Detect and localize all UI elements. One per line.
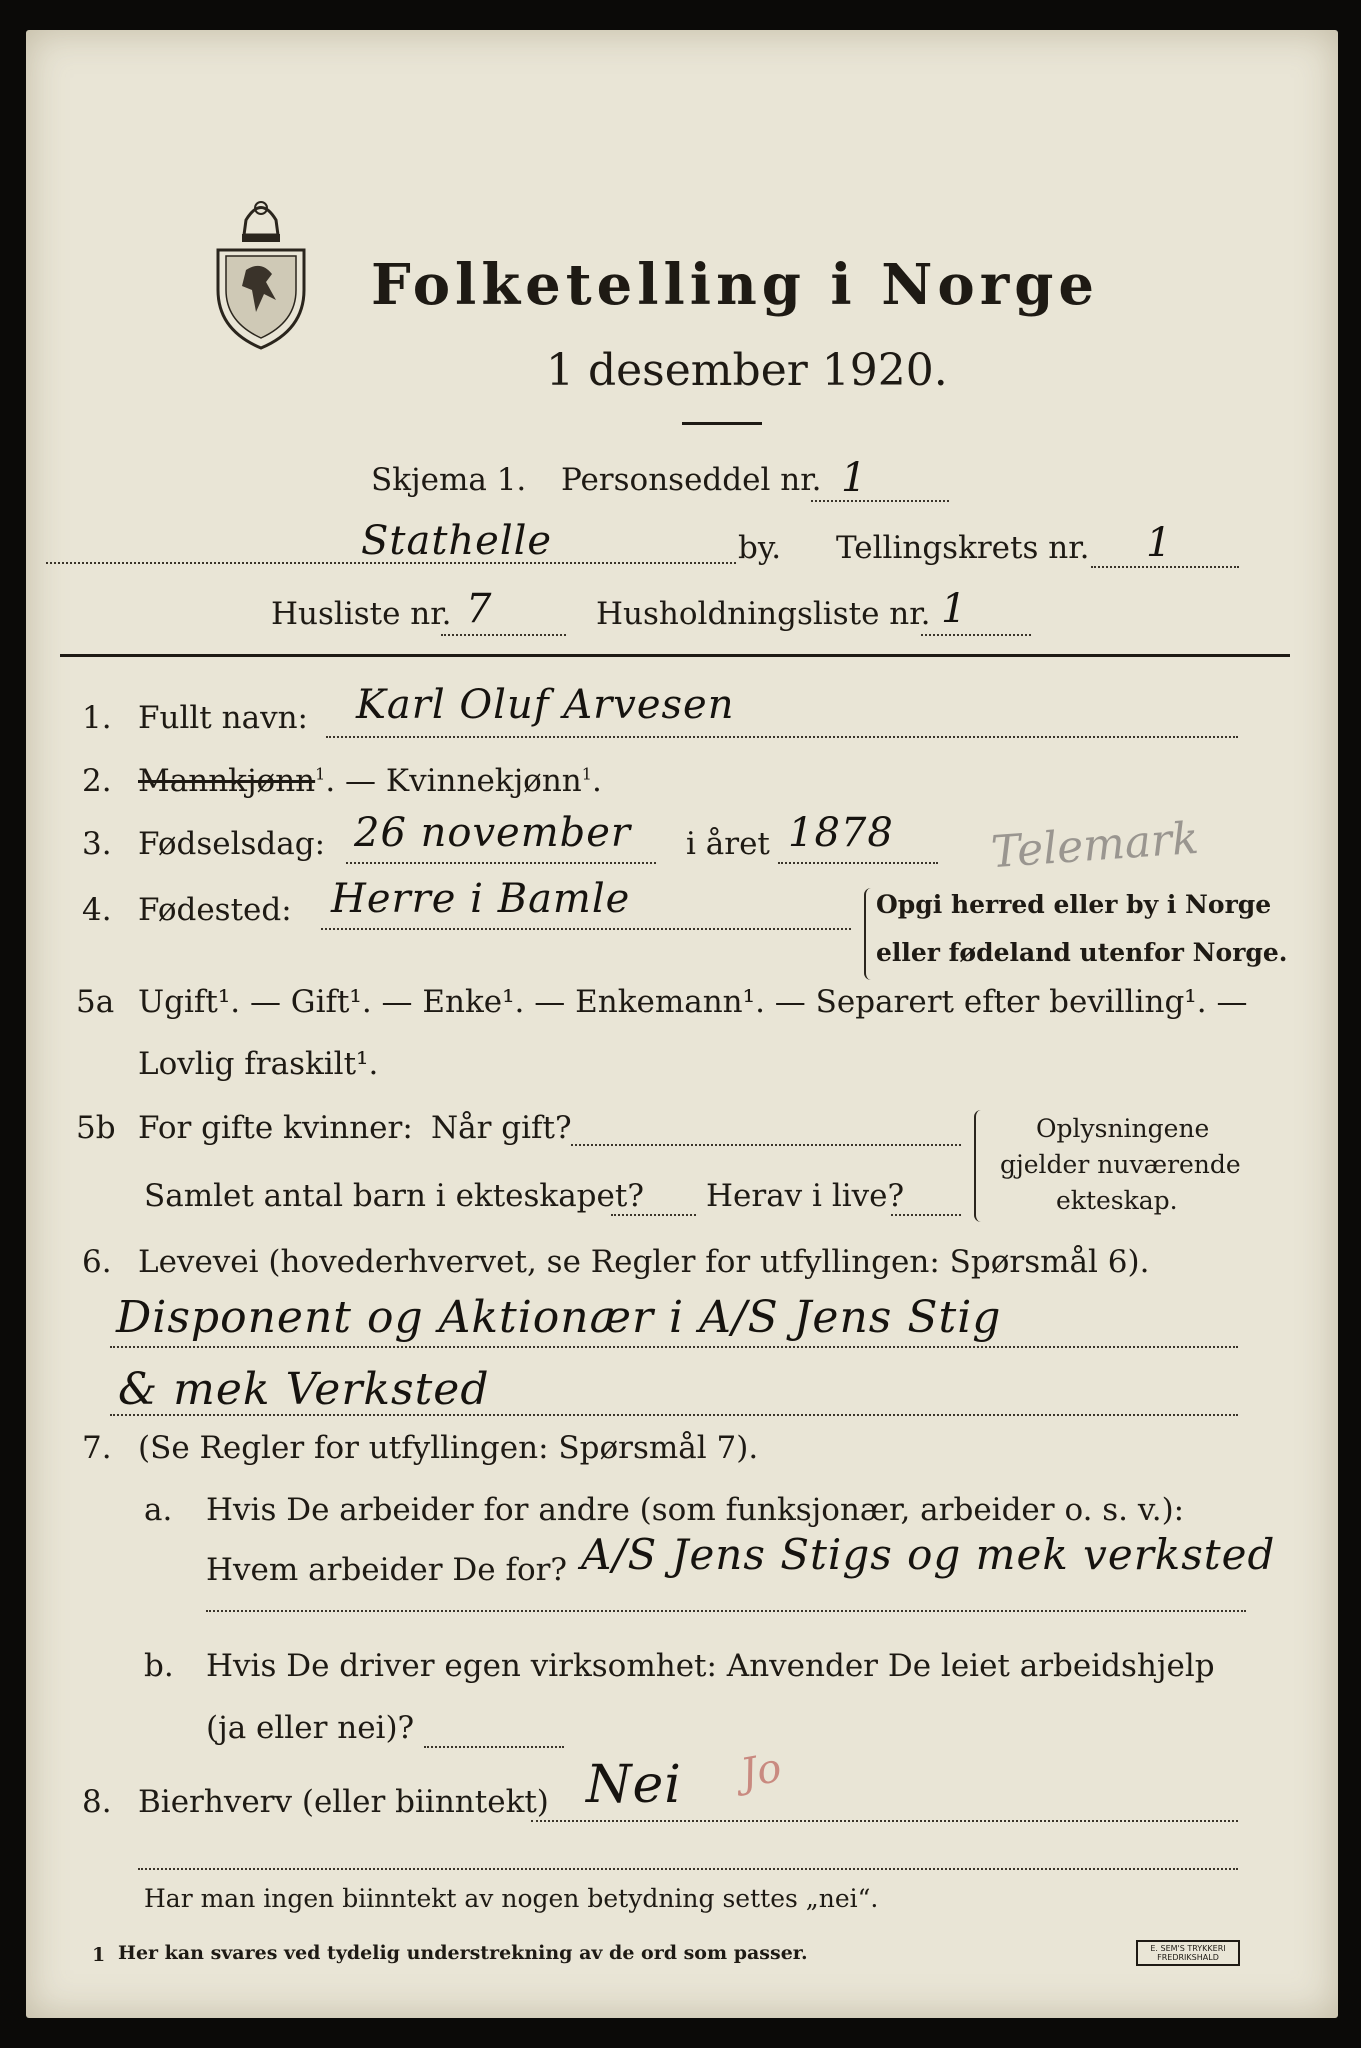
q7a-question-line1: Hvis De arbeider for andre (som funksjonær, arbeider o. s. v.): bbox=[206, 1492, 1185, 1528]
q2-dash: . — bbox=[325, 763, 377, 799]
form-title: Folketelling i Norge bbox=[371, 252, 1100, 318]
q6-occupation-value-line1: Disponent og Aktionær i A/S Jens Stig bbox=[116, 1292, 1002, 1343]
footer-note: Har man ingen biinntekt av nogen betydning settes „nei“. bbox=[144, 1884, 879, 1913]
q7a-line bbox=[206, 1610, 1246, 1612]
q5b-note-line3: ekteskap. bbox=[1056, 1186, 1178, 1215]
q4-note-line2: eller fødeland utenfor Norge. bbox=[876, 938, 1288, 967]
personseddel-line bbox=[811, 500, 949, 502]
q3-number: 3. bbox=[82, 826, 112, 862]
q4-number: 4. bbox=[82, 892, 112, 928]
q5b-note-line2 bbox=[1000, 1150, 1241, 1179]
skjema-label: Skjema 1. bbox=[371, 462, 527, 498]
q5b-note-line2-text: gjelder nuværende bbox=[1000, 1150, 1241, 1179]
q7b-letter: b. bbox=[144, 1648, 174, 1684]
tellingskrets-label: Tellingskrets nr. bbox=[836, 530, 1090, 566]
q2-gender-options bbox=[138, 763, 602, 799]
husliste-label: Husliste nr. bbox=[271, 596, 452, 632]
norway-coat-of-arms-icon bbox=[206, 190, 316, 350]
q3-label: Fødselsdag: bbox=[138, 826, 326, 862]
q3-day-line bbox=[346, 862, 656, 864]
q3-year-label: i året bbox=[686, 826, 770, 862]
footnote-text: Her kan svares ved tydelig understrekning av de ord som passer. bbox=[118, 1942, 808, 1964]
q3-year-line bbox=[778, 862, 938, 864]
q8-label: Bierhverv (eller biinntekt) bbox=[138, 1784, 549, 1820]
q8-line bbox=[531, 1820, 1238, 1822]
q4-birthplace-value: Herre i Bamle bbox=[331, 876, 631, 922]
title-divider bbox=[682, 422, 762, 425]
husliste-value: 7 bbox=[466, 586, 493, 632]
q5b-children-label: Samlet antal barn i ekteskapet? bbox=[144, 1178, 644, 1214]
q2-end: . bbox=[591, 763, 602, 799]
q5a-options-line2: Lovlig fraskilt¹. bbox=[138, 1046, 379, 1082]
q1-line bbox=[326, 736, 1238, 738]
q6-line1 bbox=[110, 1346, 1238, 1348]
q7a-question-line2: Hvem arbeider De for? bbox=[206, 1552, 568, 1588]
q7b-question-line2: (ja eller nei)? bbox=[206, 1710, 415, 1746]
q7-label: (Se Regler for utfyllingen: Spørsmål 7). bbox=[138, 1430, 759, 1466]
q2-number: 2. bbox=[82, 763, 112, 799]
q3-pencil-note: Telemark bbox=[989, 812, 1201, 879]
q2-female-option: Kvinnekjønn bbox=[385, 763, 582, 799]
q1-full-name-value: Karl Oluf Arvesen bbox=[356, 682, 735, 728]
q6-number: 6. bbox=[82, 1244, 112, 1280]
q2-male-option: Mannkjønn bbox=[138, 763, 316, 799]
q6-occupation-value-line2: & mek Verksted bbox=[118, 1364, 490, 1415]
header-separator bbox=[60, 654, 1290, 657]
census-form-sheet bbox=[26, 30, 1338, 2018]
q5b-brace bbox=[974, 1110, 988, 1222]
q5a-number: 5a bbox=[76, 984, 115, 1020]
q7b-line bbox=[424, 1746, 564, 1748]
q3-birthday-value: 26 november bbox=[354, 810, 632, 856]
footnote-number: 1 bbox=[92, 1944, 106, 1966]
q5b-label: For gifte kvinner: bbox=[138, 1110, 413, 1146]
husholdningsliste-line bbox=[921, 634, 1031, 636]
q5b-when-line bbox=[571, 1144, 961, 1146]
q2-footnote-mark-2: 1 bbox=[581, 764, 592, 784]
q5a-options-line1: Ugift¹. — Gift¹. — Enke¹. — Enkemann¹. — Separert efter bevilling¹. — bbox=[138, 984, 1248, 1020]
q7b-question-line1: Hvis De driver egen virksomhet: Anvender De leiet arbeidshjelp bbox=[206, 1648, 1215, 1684]
q2-footnote-mark: 1 bbox=[315, 764, 326, 784]
q8-number: 8. bbox=[82, 1784, 112, 1820]
q5b-alive-line bbox=[891, 1214, 961, 1216]
q3-year-value: 1878 bbox=[788, 810, 894, 856]
tellingskrets-value: 1 bbox=[1146, 520, 1173, 566]
q5b-note-line1: Oplysningene bbox=[1036, 1114, 1210, 1143]
personseddel-value: 1 bbox=[841, 455, 868, 501]
by-value: Stathelle bbox=[361, 518, 553, 564]
q1-label: Fullt navn: bbox=[138, 700, 308, 736]
printer-stamp bbox=[1136, 1940, 1240, 1966]
husholdningsliste-label: Husholdningsliste nr. bbox=[596, 596, 931, 632]
q7-number: 7. bbox=[82, 1430, 112, 1466]
q6-line2 bbox=[110, 1414, 1238, 1416]
q5b-when-label: Når gift? bbox=[431, 1110, 572, 1146]
q5b-number: 5b bbox=[76, 1110, 116, 1146]
form-date: 1 desember 1920. bbox=[546, 345, 948, 396]
husliste-line bbox=[441, 634, 566, 636]
q6-label: Levevei (hovederhvervet, se Regler for utfyllingen: Spørsmål 6). bbox=[138, 1244, 1150, 1280]
q8-secondary-income-value: Nei bbox=[586, 1755, 682, 1815]
q4-line bbox=[321, 928, 851, 930]
q7a-letter: a. bbox=[144, 1492, 173, 1528]
personseddel-label: Personseddel nr. bbox=[561, 462, 822, 498]
q5b-alive-label: Herav i live? bbox=[706, 1178, 905, 1214]
q4-label: Fødested: bbox=[138, 892, 292, 928]
tellingskrets-line bbox=[1091, 566, 1239, 568]
printer-stamp-text: E. SEM'S TRYKKERI FREDRIKSHALD bbox=[1150, 1944, 1226, 1962]
q1-number: 1. bbox=[82, 700, 112, 736]
q4-note-line1: Opgi herred eller by i Norge bbox=[876, 890, 1272, 919]
q5b-children-line bbox=[611, 1214, 696, 1216]
q7a-employer-value: A/S Jens Stigs og mek verksted bbox=[581, 1530, 1276, 1579]
by-label: by. bbox=[738, 530, 782, 566]
footer-separator bbox=[138, 1868, 1238, 1870]
q8-red-mark: Jo bbox=[737, 1744, 785, 1798]
husholdningsliste-value: 1 bbox=[941, 586, 968, 632]
